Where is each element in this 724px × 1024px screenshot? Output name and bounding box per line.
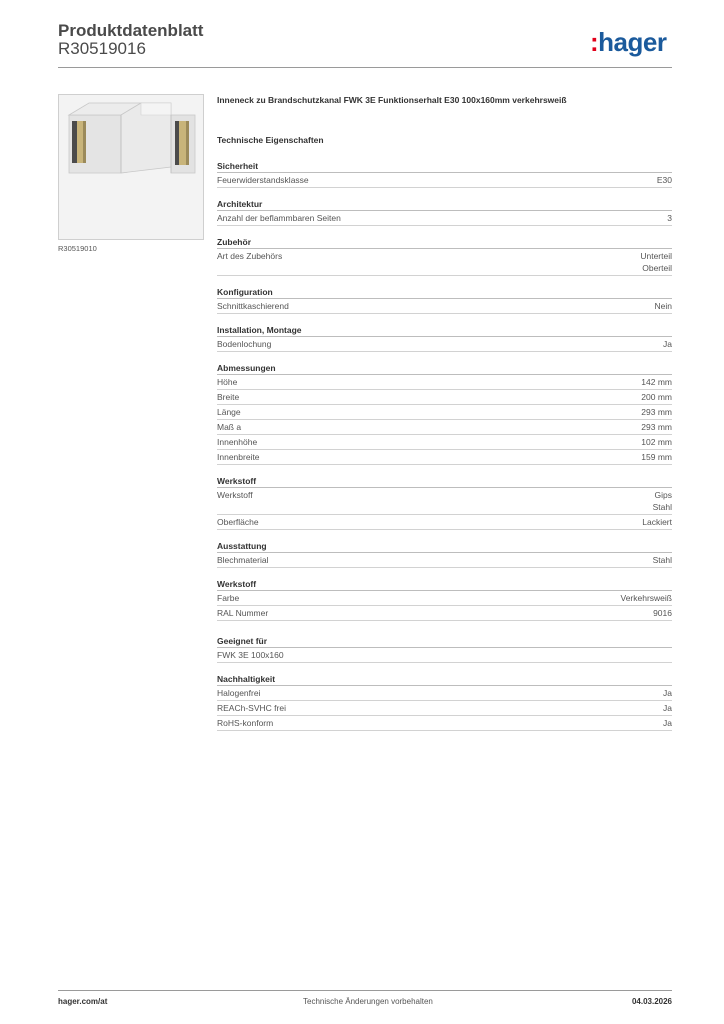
- section-title: Abmessungen: [217, 362, 672, 375]
- section-title: Geeignet für: [217, 635, 672, 648]
- property-row: [217, 488, 672, 515]
- property-section: [217, 540, 672, 568]
- property-row: [217, 337, 672, 352]
- section-title: Architektur: [217, 198, 672, 211]
- property-label: Werkstoff: [217, 490, 253, 500]
- footer-notice: Technische Änderungen vorbehalten: [303, 997, 433, 1006]
- property-value-line: E30: [656, 175, 672, 185]
- property-value-line: 293 mm: [641, 407, 672, 417]
- property-value: [641, 421, 672, 433]
- product-image: [58, 94, 204, 240]
- property-value: [663, 717, 672, 729]
- tech-properties-heading: Technische Eigenschaften: [217, 135, 324, 145]
- property-value-line: Gips: [654, 490, 672, 500]
- property-row: [217, 390, 672, 405]
- property-value: [641, 451, 672, 463]
- property-sections: [217, 160, 672, 731]
- property-row: [217, 405, 672, 420]
- property-label: Art des Zubehörs: [217, 251, 283, 261]
- property-value: [641, 406, 672, 418]
- property-section: [217, 475, 672, 530]
- property-row: [217, 249, 672, 276]
- property-label: Bodenlochung: [217, 339, 272, 349]
- property-label: Länge: [217, 407, 241, 417]
- property-row: [217, 211, 672, 226]
- property-label: Innenbreite: [217, 452, 260, 462]
- property-value-line: Stahl: [652, 502, 672, 512]
- property-row: [217, 375, 672, 390]
- section-title: Konfiguration: [217, 286, 672, 299]
- section-title: Zubehör: [217, 236, 672, 249]
- property-row: [217, 686, 672, 701]
- property-label: Oberfläche: [217, 517, 259, 527]
- property-row: [217, 435, 672, 450]
- property-section: [217, 362, 672, 465]
- property-value-line: 142 mm: [641, 377, 672, 387]
- section-title: Werkstoff: [217, 475, 672, 488]
- property-row: [217, 648, 672, 663]
- property-label: FWK 3E 100x160: [217, 650, 284, 660]
- property-row: [217, 450, 672, 465]
- property-label: REACh-SVHC frei: [217, 703, 286, 713]
- property-row: [217, 606, 672, 621]
- property-label: Breite: [217, 392, 240, 402]
- section-title: Sicherheit: [217, 160, 672, 173]
- property-label: Schnittkaschierend: [217, 301, 289, 311]
- property-value-line: Ja: [663, 718, 672, 728]
- property-section: [217, 286, 672, 314]
- property-label: Blechmaterial: [217, 555, 269, 565]
- header-divider: [58, 67, 672, 68]
- property-section: [217, 236, 672, 276]
- property-section: [217, 578, 672, 621]
- property-value-line: Nein: [654, 301, 672, 311]
- section-title: Werkstoff: [217, 578, 672, 591]
- footer-divider: [58, 990, 672, 991]
- property-value: [621, 592, 673, 604]
- property-value-line: Ja: [663, 688, 672, 698]
- property-section: [217, 673, 672, 731]
- property-value-line: 3: [667, 213, 672, 223]
- property-label: Maß a: [217, 422, 242, 432]
- property-label: Feuerwiderstandsklasse: [217, 175, 309, 185]
- property-value: [653, 554, 672, 566]
- property-value-line: Lackiert: [642, 517, 672, 527]
- property-value-line: Ja: [663, 339, 672, 349]
- property-value-line: 9016: [653, 608, 672, 618]
- property-section: [217, 160, 672, 188]
- property-label: Innenhöhe: [217, 437, 258, 447]
- property-label: Höhe: [217, 377, 238, 387]
- property-value: [641, 391, 672, 403]
- property-row: [217, 701, 672, 716]
- property-row: [217, 299, 672, 314]
- property-section: [217, 198, 672, 226]
- property-row: [217, 716, 672, 731]
- property-label: Anzahl der beflammbaren Seiten: [217, 213, 341, 223]
- property-label: Farbe: [217, 593, 240, 603]
- property-value: [641, 376, 672, 388]
- property-value-line: 159 mm: [641, 452, 672, 462]
- property-value: [663, 702, 672, 714]
- property-value-line: Unterteil: [640, 251, 672, 261]
- property-value: [642, 516, 672, 528]
- property-value: [663, 687, 672, 699]
- property-label: Halogenfrei: [217, 688, 261, 698]
- footer-website[interactable]: hager.com/at: [58, 997, 108, 1006]
- product-title: Inneneck zu Brandschutzkanal FWK 3E Funktionserhalt E30 100x160mm verkehrsweiß: [217, 95, 567, 105]
- datasheet-content: [217, 94, 672, 741]
- property-section: [217, 324, 672, 352]
- property-row: [217, 591, 672, 606]
- property-section: [217, 635, 672, 663]
- property-value: [640, 250, 672, 274]
- section-title: Nachhaltigkeit: [217, 673, 672, 686]
- property-row: [217, 553, 672, 568]
- property-value-line: Stahl: [652, 555, 672, 565]
- property-label: RoHS-konform: [217, 718, 274, 728]
- property-label: RAL Nummer: [217, 608, 269, 618]
- hager-logo: :hager: [590, 27, 667, 57]
- property-row: [217, 515, 672, 530]
- property-value-line: Verkehrsweiß: [620, 593, 672, 603]
- property-value: [663, 338, 672, 350]
- property-value-line: Oberteil: [642, 263, 672, 273]
- product-code: R30519016: [58, 39, 146, 58]
- property-value-line: 293 mm: [641, 422, 672, 432]
- property-value: [655, 300, 672, 312]
- section-title: Ausstattung: [217, 540, 672, 553]
- property-value-line: 200 mm: [641, 392, 672, 402]
- property-value: [657, 174, 672, 186]
- image-caption: R30519010: [58, 244, 97, 253]
- inner-corner-illustration: [59, 95, 203, 239]
- property-value-line: Ja: [663, 703, 672, 713]
- property-value: [653, 607, 672, 619]
- page-title: Produktdatenblatt: [58, 21, 204, 40]
- property-value: [653, 489, 672, 513]
- property-row: [217, 173, 672, 188]
- property-row: [217, 420, 672, 435]
- footer-date: 04.03.2026: [631, 997, 672, 1006]
- property-value: [641, 436, 672, 448]
- property-value-line: 102 mm: [641, 437, 672, 447]
- property-value: [667, 212, 672, 224]
- section-title: Installation, Montage: [217, 324, 672, 337]
